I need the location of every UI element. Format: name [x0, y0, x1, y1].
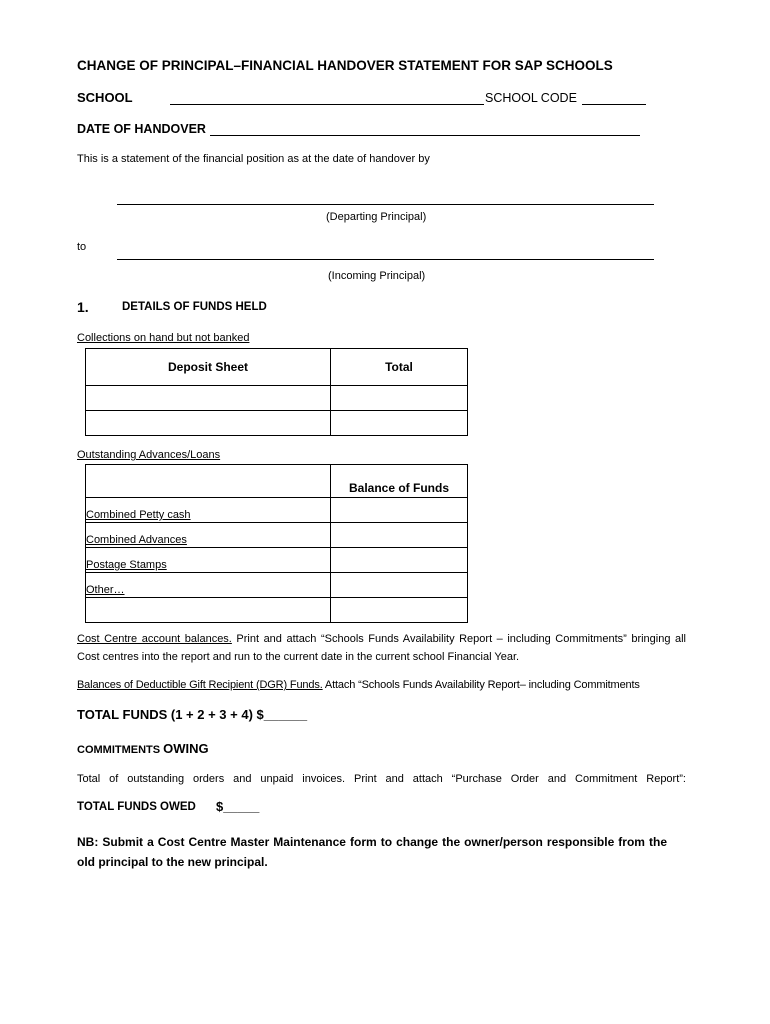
table-row [86, 498, 468, 523]
other-label: Other… [86, 584, 125, 596]
postage-stamps-label: Postage Stamps [86, 559, 167, 571]
total-funds-owed-label: TOTAL FUNDS OWED [77, 801, 196, 813]
commitments-heading [77, 740, 209, 758]
school-code-label: SCHOOL CODE [485, 91, 577, 105]
cost-centre-paragraph [77, 630, 686, 666]
dgr-paragraph [77, 679, 640, 691]
balance-cell[interactable] [331, 573, 468, 598]
deposit-sheet-cell[interactable] [86, 411, 331, 436]
table-row [86, 465, 468, 498]
departing-principal-label: (Departing Principal) [326, 211, 427, 223]
total-cell[interactable] [331, 386, 468, 411]
total-funds: TOTAL FUNDS (1 + 2 + 3 + 4) $______ [77, 707, 308, 722]
total-header: Total [331, 349, 468, 386]
dgr-heading: Balances of Deductible Gift Recipient (DGR) Funds. [77, 679, 323, 691]
school-name-line[interactable] [170, 104, 484, 105]
outstanding-orders-text: Total of outstanding orders and unpaid invoices. Print and attach “Purchase Order and Commitment Report”: [77, 773, 686, 785]
balance-cell[interactable] [331, 498, 468, 523]
section-number: 1. [77, 299, 89, 315]
cost-centre-heading: Cost Centre account balances. [77, 633, 232, 645]
incoming-principal-line[interactable] [117, 259, 654, 260]
table-row [86, 349, 468, 386]
advance-label-cell [86, 573, 331, 598]
advance-label-cell [86, 498, 331, 523]
owing-text: OWING [163, 741, 209, 756]
school-label: SCHOOL [77, 90, 133, 105]
incoming-principal-label: (Incoming Principal) [328, 270, 426, 282]
balance-cell[interactable] [331, 598, 468, 623]
table-row [86, 548, 468, 573]
total-cell[interactable] [331, 411, 468, 436]
advance-label-cell [86, 548, 331, 573]
total-funds-owed-value: $_____ [216, 799, 260, 814]
table-row [86, 573, 468, 598]
petty-cash-label: Combined Petty cash [86, 509, 191, 521]
school-code-line[interactable] [582, 104, 646, 105]
deposit-sheet-cell[interactable] [86, 386, 331, 411]
date-label: DATE OF HANDOVER [77, 122, 206, 136]
table-row [86, 598, 468, 623]
collections-heading: Collections on hand but not banked [77, 332, 250, 344]
advances-heading: Outstanding Advances/Loans [77, 449, 221, 461]
cost-centre-text: Print and attach “Schools Funds Availability Report – including Commitments” bringing all Cost centres into the report and run to the current date in the current school Financial Year. [77, 633, 687, 663]
form-title: CHANGE OF PRINCIPAL–FINANCIAL HANDOVER STATEMENT FOR SAP SCHOOLS [77, 58, 613, 73]
collections-table [85, 348, 468, 436]
balance-of-funds-header: Balance of Funds [331, 465, 468, 498]
departing-principal-line[interactable] [117, 204, 654, 205]
date-line[interactable] [210, 135, 640, 136]
advances-blank-header [86, 465, 331, 498]
nb-note: NB: Submit a Cost Centre Master Maintenance form to change the owner/person responsible from the old principal to the new principal. [77, 835, 667, 869]
advances-label: Combined Advances [86, 534, 187, 546]
balance-cell[interactable] [331, 523, 468, 548]
statement-intro: This is a statement of the financial position as at the date of handover by [77, 153, 430, 165]
table-row [86, 386, 468, 411]
commitments-text: COMMITMENTS [77, 744, 164, 756]
advance-label-cell[interactable] [86, 598, 331, 623]
balance-cell[interactable] [331, 548, 468, 573]
advances-table [85, 464, 468, 623]
advance-label-cell [86, 523, 331, 548]
section-title: DETAILS OF FUNDS HELD [122, 301, 267, 313]
deposit-sheet-header: Deposit Sheet [86, 349, 331, 386]
table-row [86, 523, 468, 548]
to-label: to [77, 241, 87, 253]
table-row [86, 411, 468, 436]
dgr-text: Attach “Schools Funds Availability Report– including Commitments [322, 679, 640, 691]
